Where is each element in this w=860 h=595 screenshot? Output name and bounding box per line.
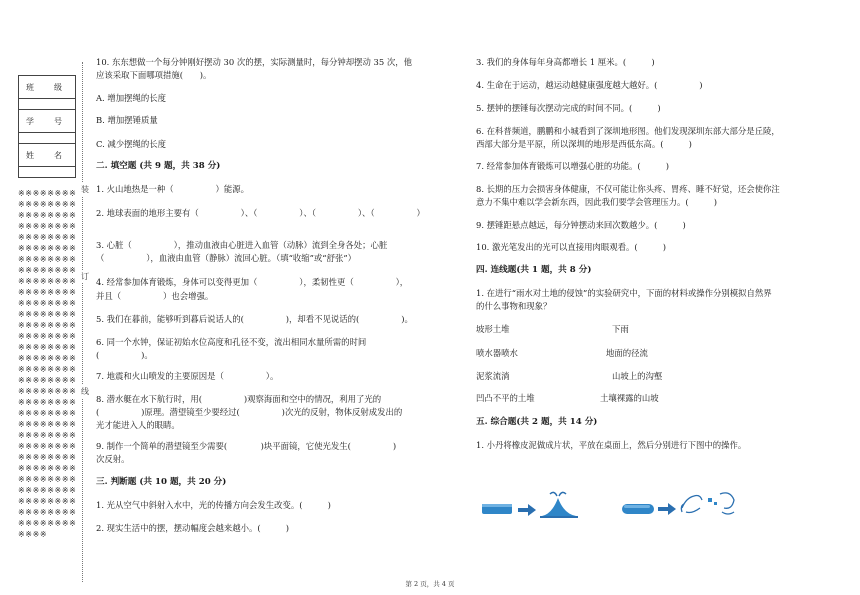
comprehensive-question-1: 1. 小丹将橡皮泥做成片状，平放在桌面上，然后分别进行下图中的操作。 — [476, 440, 747, 450]
match-left-item[interactable]: 泥浆流淌 — [476, 371, 510, 381]
match-right-item[interactable]: 山坡上的沟壑 — [612, 371, 663, 381]
judge-question-3: 3. 我们的身体每年身高都增长 1 厘米。( ) — [476, 57, 655, 67]
match-right-item[interactable]: 下雨 — [612, 324, 629, 334]
fill-question-5: 5. 我们在暮前，能够听到暮后说话人的( )，却看不见说话的( )。 — [96, 314, 413, 324]
arrow-right-icon — [658, 503, 676, 515]
judge-question-6-line1: 6. 在科普频道，鹏鹏和小城看到了深圳地形图。他们发现深圳东部大部分是丘陵， — [476, 126, 780, 136]
judge-question-9: 9. 摆锤距悬点越远，每分钟摆动来回次数越少。( ) — [476, 220, 686, 230]
student-number-label: 学 号 — [19, 110, 76, 133]
fill-question-8-line3: 光才能进入人的眼睛。 — [96, 420, 180, 430]
seal-char-zhuang: 装 — [81, 185, 89, 194]
match-left-item[interactable]: 凹凸不平的土堆 — [476, 393, 535, 403]
match-left-item[interactable]: 喷水器喷水 — [476, 348, 518, 358]
fill-question-3-line1: 3. 心脏（ ），推动血液由心脏进入血管（动脉）流到全身各处；心脏 — [96, 240, 388, 250]
fill-question-7: 7. 地震和火山喷发的主要原因是（ ）。 — [96, 371, 279, 381]
judge-question-5: 5. 摆钟的摆锤每次摆动完成的时间不同。( ) — [476, 103, 661, 113]
match-right-item[interactable]: 土壤裸露的山坡 — [600, 393, 659, 403]
section-comprehensive-title: 五. 综合题(共 2 题，共 14 分) — [476, 417, 598, 427]
judge-question-6-line2: 西部大部分是平原，所以深圳的地形是西低东高。( ) — [476, 139, 692, 149]
page-footer: 第 2 页，共 4 页 — [405, 580, 455, 588]
class-field[interactable] — [19, 99, 76, 110]
match-right-item[interactable]: 地面的径流 — [606, 348, 648, 358]
option-b[interactable]: B. 增加摆锤质量 — [96, 115, 158, 125]
fill-question-8-line1: 8. 潜水艇在水下航行时，用( )观察海面和空中的情况，利用了光的 — [96, 394, 382, 404]
clay-experiment-figure-2 — [620, 484, 740, 524]
decorative-x-pattern: ※※※※※※※※※※※※※※※※※※※※※※※※※※※※※※※※※※※※※※※※※※※※※※※※※※※※※※※※※※※※※※※※※※※※※※※※※※※※※※※※※※※※※※※※※※※※※※※※※※※※※※※※※※※※※※※※※※※※※※※※※※※※※※※※※※※※※※※※※※※※※※※※※※※※※※※※※※※※※※※※※※※※※※※※※※※※※※※※※※※※※※※※※※※※※※※※※※※※※※※※※※※※※※※※※※※※※※※※※※※※※※※※※※※※※※※※※※※※※※※※※※※※※※※※※※※※ — [18, 189, 77, 539]
judge-question-4: 4. 生命在于运动，越运动越健康强度越大越好。( ) — [476, 80, 703, 90]
fill-question-9-line2: 次反射。 — [96, 454, 130, 464]
class-label: 班 级 — [19, 76, 76, 99]
hand-pinch-icon — [681, 493, 734, 514]
binding-line — [82, 62, 83, 582]
clay-roll-icon — [622, 504, 654, 514]
fill-question-9-line1: 9. 制作一个简单的潜望镜至少需要( )块平面镜，它使光发生( ) — [96, 441, 397, 451]
fill-question-4-line2: 并且（ ）也会增强。 — [96, 291, 214, 301]
fill-question-6-line1: 6. 同一个水钟，保证初始水位高度和孔径不变，流出相同水量所需的时间 — [96, 337, 367, 347]
name-field[interactable] — [19, 167, 76, 178]
fill-question-2: 2. 地球表面的地形主要有（ ）、（ ）、（ ）、（ ） — [96, 208, 425, 218]
seal-char-ding: 订 — [81, 272, 89, 281]
fill-question-6-line2: ( )。 — [96, 350, 153, 360]
fill-question-3-line2: （ ），血液由血管（静脉）流回心脏。（填“收缩”或“舒张”） — [96, 253, 356, 263]
fill-question-8-line2: ( )原理。潜望镜至少要经过( )次光的反射，物体反射成发出的 — [96, 407, 403, 417]
question-10-line2: 应该采取下面哪项措施( )。 — [96, 70, 212, 80]
fill-question-4-line1: 4. 经常参加体育锻炼，身体可以变得更加（ ），柔韧性更（ ）， — [96, 277, 409, 287]
judge-question-7: 7. 经常参加体育锻炼可以增强心脏的功能。( ) — [476, 161, 670, 171]
option-c[interactable]: C. 减少摆绳的长度 — [96, 139, 167, 149]
option-a[interactable]: A. 增加摆绳的长度 — [96, 93, 166, 103]
judge-question-8-line2: 意力不集中难以学会新东西，因此我们要学会管理压力。( ) — [476, 197, 718, 207]
judge-question-10: 10. 激光笔发出的光可以直接用肉眼观看。( ) — [476, 242, 667, 252]
matching-question-line2: 的什么事物和现象？ — [476, 301, 552, 311]
student-number-field[interactable] — [19, 133, 76, 144]
student-info-table — [18, 75, 76, 178]
clay-pressed-icon — [540, 492, 578, 518]
clay-experiment-figure-1 — [480, 488, 590, 524]
judge-question-8-line1: 8. 长期的压力会损害身体健康，不仅可能让你头疼、胃疼、睡不好觉，还会使你注 — [476, 184, 780, 194]
arrow-right-icon — [518, 504, 536, 516]
section-matching-title: 四. 连线题(共 1 题，共 8 分) — [476, 265, 592, 275]
section-judgement-title: 三. 判断题 (共 10 题，共 20 分) — [96, 477, 227, 487]
judge-question-1: 1. 光从空气中斜射入水中，光的传播方向会发生改变。( ) — [96, 500, 331, 510]
name-label: 姓 名 — [19, 144, 76, 167]
seal-char-xian: 线 — [81, 387, 89, 396]
judge-question-2: 2. 现实生活中的摆，摆动幅度会越来越小。( ) — [96, 523, 290, 533]
question-10-line1: 10. 东东想做一个每分钟刚好摆动 30 次的摆，实际测量时，每分钟却摆动 35 次，他 — [96, 57, 412, 67]
section-fill-blank-title: 二. 填空题 (共 9 题，共 38 分) — [96, 161, 221, 171]
fill-question-1: 1. 火山地热是一种（ ）能源。 — [96, 184, 250, 194]
match-left-item[interactable]: 坡形土堆 — [476, 324, 510, 334]
matching-question-line1: 1. 在进行“雨水对土地的侵蚀”的实验研究中，下面的材料或操作分别模拟自然界 — [476, 288, 772, 298]
clay-flat-icon — [482, 504, 512, 514]
